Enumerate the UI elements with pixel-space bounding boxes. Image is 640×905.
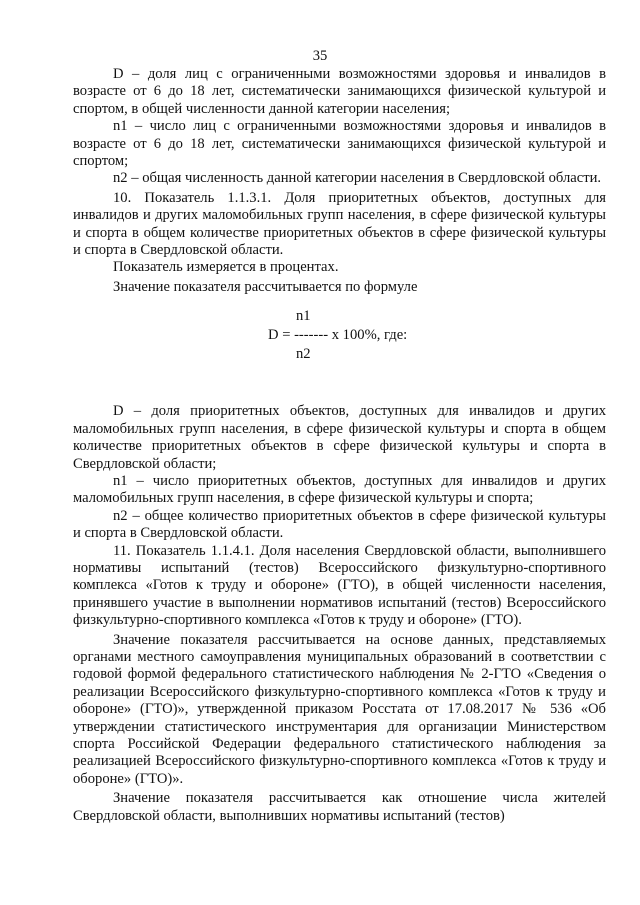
paragraph-d-definition-disabled: D – доля лиц с ограниченными возможностями здоровья и инвалидов в возрасте от 6 до 18 лет, систематически занимающихся физической культурой и спортом, в общей численности данной категории населения;: [73, 66, 606, 117]
paragraph-data-source: Значение показателя рассчитывается на основе данных, представляемых органами местного самоуправления муниципальных образований в соответствии с годовой формой федерального статистического наблюдения № 2-ГТО «Сведения о реализации Всероссийского физкультурно-спортивного комплекса «Готов к труду и обороне» (ГТО)», утвержденной приказом Росстата от 17.08.2017 № 536 «Об утверждении статистического инструментария для организации Министерством спорта Российской Федерации федерального статистического наблюдения за реализацией Всероссийского физкультурно-спортивного комплекса «Готов к труду и обороне» (ГТО)».: [73, 631, 606, 787]
paragraph-n2-definition-disabled: n2 – общая численность данной категории населения в Свердловской области.: [113, 170, 602, 187]
page-number: 35: [312, 48, 328, 64]
page-body: [73, 66, 606, 825]
paragraph-indicator-10: 10. Показатель 1.1.3.1. Доля приоритетных объектов, доступных для инвалидов и других маломобильных групп населения, в сфере физической культуры и спорта в общем количестве приоритетных объектов в сфере физической культуры и спорта в Свердловской области.: [73, 189, 606, 259]
formula-denominator: n2: [296, 346, 311, 363]
paragraph-calculation-method: Значение показателя рассчитывается как отношение числа жителей Свердловской области, выполнивших нормативы испытаний (тестов): [73, 790, 606, 824]
formula-main-line: D = ------- x 100%, где:: [268, 327, 408, 344]
formula-block: [73, 306, 606, 392]
paragraph-indicator-11: 11. Показатель 1.1.4.1. Доля населения Свердловской области, выполнившего нормативы испытаний (тестов) Всероссийского физкультурно-спортивного комплекса «Готов к труду и обороне» (ГТО), в общей численности населения, принявшего участие в выполнении нормативов испытаний (тестов) Всероссийского физкультурно-спортивного комплекса «Готов к труду и обороне» (ГТО).: [73, 542, 606, 629]
formula-numerator: n1: [296, 308, 311, 325]
paragraph-measure-unit: Показатель измеряется в процентах.: [113, 259, 339, 276]
paragraph-n1-definition-disabled: n1 – число лиц с ограниченными возможностями здоровья и инвалидов в возрасте от 6 до 18 лет, систематически занимающихся физической культурой и спортом;: [73, 118, 606, 170]
paragraph-d-definition-objects: D – доля приоритетных объектов, доступных для инвалидов и других маломобильных групп населения, в сфере физической культуры и спорта в общем количестве приоритетных объектов в сфере физической культуры и спорта в Свердловской области;: [73, 403, 606, 472]
paragraph-n2-definition-objects: n2 – общее количество приоритетных объектов в сфере физической культуры и спорта в Свердловской области.: [73, 507, 606, 542]
paragraph-n1-definition-objects: n1 – число приоритетных объектов, доступных для инвалидов и других маломобильных групп населения, в сфере физической культуры и спорта;: [73, 472, 606, 507]
paragraph-formula-intro: Значение показателя рассчитывается по формуле: [113, 278, 418, 295]
